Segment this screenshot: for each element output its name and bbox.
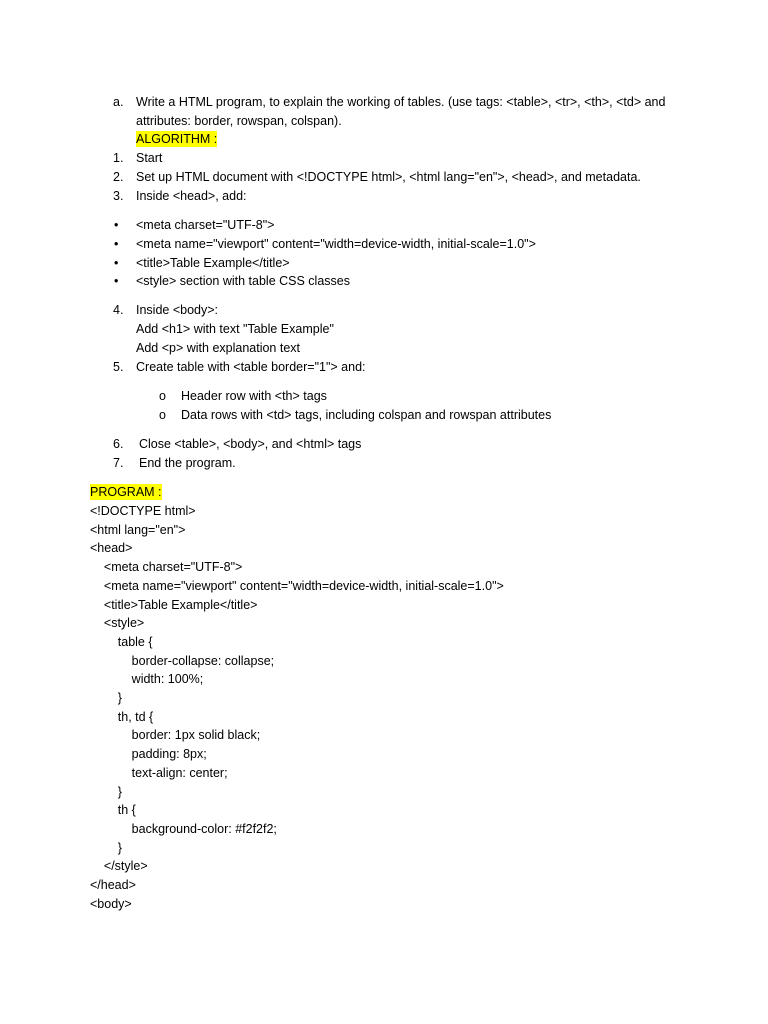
code-line: th { <box>90 803 136 818</box>
step-number: 5. <box>113 360 124 374</box>
question-line-2: attributes: border, rowspan, colspan). <box>136 114 342 128</box>
step-text: Close <table>, <body>, and <html> tags <box>139 437 362 451</box>
sub-bullet-item: Data rows with <td> tags, including colspan and rowspan attributes <box>181 408 552 422</box>
bullet-glyph: • <box>114 274 119 288</box>
step-text: Set up HTML document with <!DOCTYPE html>, <html lang="en">, <head>, and metadata. <box>136 170 641 184</box>
code-line: <title>Table Example</title> <box>90 597 258 612</box>
code-line: background-color: #f2f2f2; <box>90 821 277 836</box>
code-line: th, td { <box>90 709 154 724</box>
code-line: border-collapse: collapse; <box>90 653 275 668</box>
step-text: Inside <body>: <box>136 303 219 317</box>
step-number: 2. <box>113 170 124 184</box>
step-text: End the program. <box>139 456 236 470</box>
code-line: } <box>90 840 122 855</box>
algorithm-heading: ALGORITHM : <box>136 132 218 146</box>
code-line: <style> <box>90 616 145 631</box>
code-line: <html lang="en"> <box>90 522 186 537</box>
step-number: 7. <box>113 456 124 470</box>
code-line: <meta name="viewport" content="width=device-width, initial-scale=1.0"> <box>90 578 504 593</box>
step-text: Inside <head>, add: <box>136 189 247 203</box>
question-marker: a. <box>113 95 124 109</box>
code-line: </head> <box>90 878 136 892</box>
code-line: </style> <box>90 859 148 874</box>
code-line: <meta charset="UTF-8"> <box>90 560 243 575</box>
step-number: 4. <box>113 303 124 317</box>
code-line: <head> <box>90 541 133 556</box>
program-heading: PROGRAM : <box>90 485 162 499</box>
step-text: Add <p> with explanation text <box>136 341 301 355</box>
step-text: Start <box>136 151 163 165</box>
code-line: padding: 8px; <box>90 747 207 762</box>
code-line: } <box>90 691 122 705</box>
bullet-glyph: • <box>114 237 119 251</box>
code-line: <!DOCTYPE html> <box>90 504 196 518</box>
bullet-item: <style> section with table CSS classes <box>136 274 350 288</box>
code-line: text-align: center; <box>90 765 228 780</box>
step-number: 1. <box>113 151 124 165</box>
code-line: width: 100%; <box>90 672 204 687</box>
step-text: Add <h1> with text "Table Example" <box>136 322 334 336</box>
code-line: table { <box>90 634 153 649</box>
code-line: <body> <box>90 896 132 911</box>
sub-bullet-glyph: o <box>159 389 166 403</box>
step-number: 6. <box>113 437 124 451</box>
question-line-1: Write a HTML program, to explain the working of tables. (use tags: <table>, <tr>, <th>, <td> and <box>136 95 666 109</box>
step-number: 3. <box>113 189 124 203</box>
sub-bullet-glyph: o <box>159 408 166 422</box>
sub-bullet-item: Header row with <th> tags <box>181 389 327 403</box>
bullet-item: <title>Table Example</title> <box>136 256 290 270</box>
code-line: border: 1px solid black; <box>90 728 261 743</box>
bullet-item: <meta charset="UTF-8"> <box>136 218 275 232</box>
code-line: } <box>90 784 122 799</box>
bullet-glyph: • <box>114 256 119 270</box>
bullet-item: <meta name="viewport" content="width=device-width, initial-scale=1.0"> <box>136 237 536 251</box>
step-text: Create table with <table border="1"> and: <box>136 360 366 374</box>
bullet-glyph: • <box>114 218 119 232</box>
